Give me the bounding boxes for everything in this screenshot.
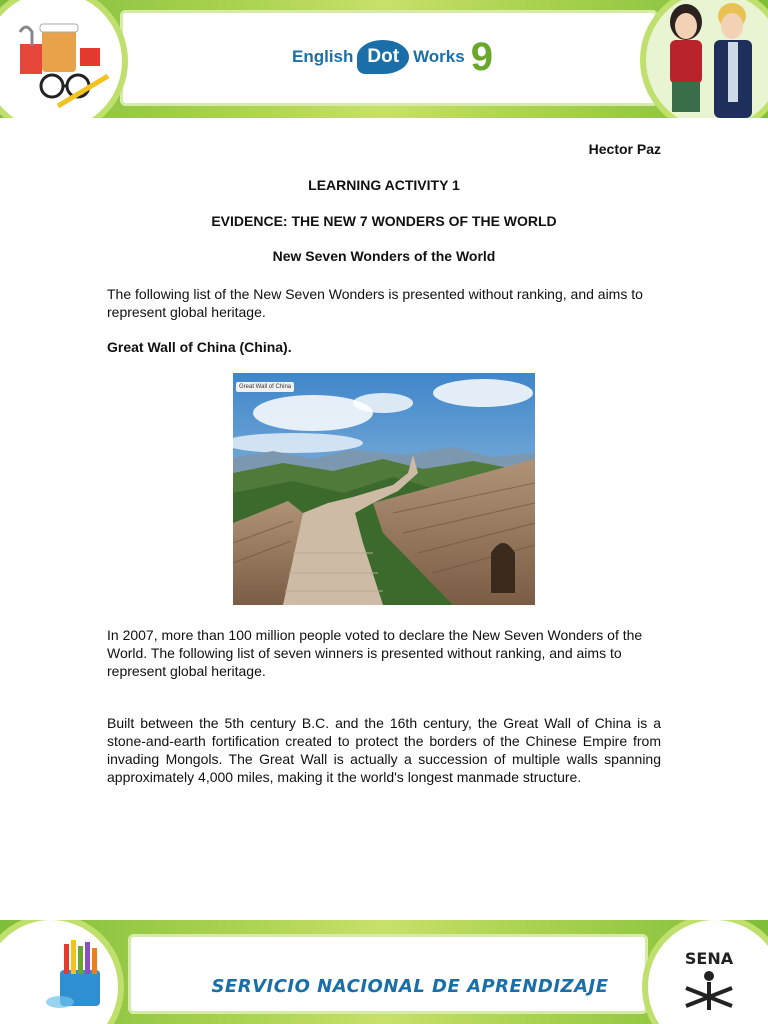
intro-paragraph: The following list of the New Seven Wonders is presented without ranking, and aims to represent global heritage. [107,286,643,320]
logo-word-works: Works [413,47,465,66]
paragraph-2: In 2007, more than 100 million people voted to declare the New Seven Wonders of the World. The following list of seven winners is presented without ranking, and aims to represent global heritage. [107,627,643,679]
photo-caption: Great Wall of China [236,382,294,392]
sena-logo-text: SENA [684,949,734,968]
institution-name: SERVICIO NACIONAL DE APRENDIZAJE [211,976,609,997]
logo-number: 9 [470,35,493,79]
document-subtitle: New Seven Wonders of the World [272,248,496,264]
desk-supplies-icon [12,14,122,114]
paragraph-3: Built between the 5th century B.C. and the 16th century, the Great Wall of China is a stone-and-earth fortification created to protect the borders of the Chinese Empire from invading Mongols. The Great Wall is actually a succession of multiple walls spanning approximately 4,000 miles, making it the world's longest manmade structure. [107,715,661,785]
footer-card [128,934,648,1014]
section-heading: Great Wall of China (China). [107,339,292,355]
pencil-cup-icon [40,940,120,1010]
students-illustration [650,0,762,118]
logo-word-dot: Dot [357,40,409,74]
author-name: Hector Paz [588,141,661,157]
sena-logo [674,944,744,1014]
logo-word-english: English [292,47,354,66]
header-banner [0,0,768,118]
activity-title: LEARNING ACTIVITY 1 [308,177,460,193]
great-wall-image [233,373,535,605]
evidence-title: EVIDENCE: THE NEW 7 WONDERS OF THE WORLD [211,213,557,229]
great-wall-photo [233,373,535,605]
englishdotworks-logo [292,34,493,80]
